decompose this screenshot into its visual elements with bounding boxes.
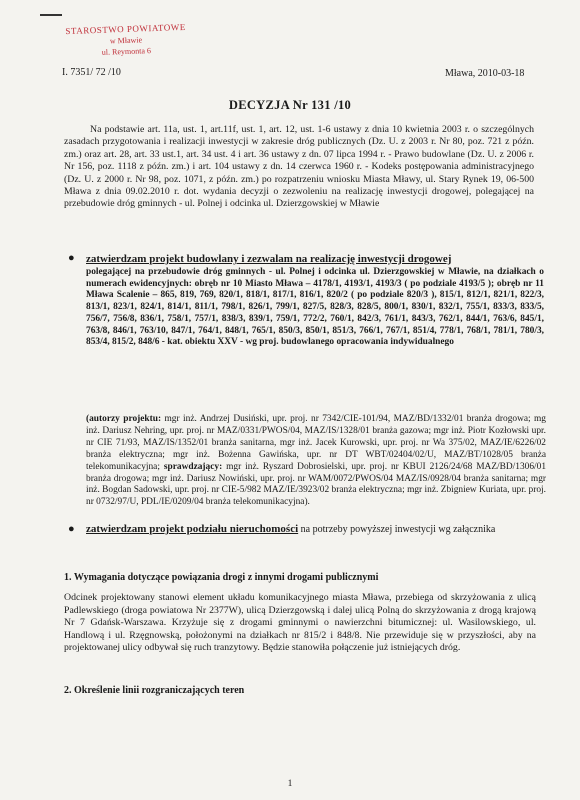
verifiers-label: sprawdzający: — [159, 461, 223, 472]
document-title: DECYZJA Nr 131 /10 — [228, 98, 352, 112]
section-2-heading: 2. Określenie linii rozgraniczających teren — [64, 685, 245, 696]
decision-approval-1 — [86, 253, 544, 349]
section-1-heading: 1. Wymagania dotyczące powiązania drogi z innymi drogami publicznymi — [64, 572, 379, 583]
authors-label: (autorzy projektu: — [86, 414, 162, 424]
decision-2-heading: zatwierdzam projekt podziału nieruchomości — [86, 523, 299, 535]
decision-1-body: polegającej na przebudowie dróg gminnych - ul. Polnej i odcinka ul. Dzierzgowskiej w Mławie, na działkach o numerach ewidencyjnych: obręb nr 10 Miasto Mława – 4178/1, 4193/1, 4193/3 ( po podziale 4193/5 ); obręb nr 11 Mława Scalenie – 865, 819, 769, 820/1, 818/1, 817/1, 816/1, 820/2 ( po podziale 820/3 ), 815/1, 812/1, 821/1, 822/3, 813/1, 823/1, 824/1, 814/1, 811/1, 798/1, 826/1, 799/1, 827/5, 828/3, 828/5, 800/1, 830/1, 832/1, 755/1, 833/3, 833/5, 756/7, 756/8, 836/1, 758/1, 757/1, 838/3, 839/1, 759/1, 772/2, 760/1, 842/3, 761/1, 843/3, 762/1, 844/1, 763/6, 845/1, 763/8, 846/1, 763/10, 847/1, 764/1, 848/1, 765/1, 850/3, 850/1, 851/3, 766/1, 767/1, 851/4, 778/1, 768/1, 781/1, 780/3, 853/4, 815/2, 848/6 - kat. obiektu XXV - wg proj. budowlanego opracowania indywidualnego — [86, 267, 544, 348]
reference-number: I. 7351/ 72 /10 — [62, 67, 121, 78]
document-date: Mława, 2010-03-18 — [445, 68, 525, 79]
header-rule — [40, 14, 62, 16]
office-stamp — [55, 22, 196, 60]
authors-text: mgr inż. Andrzej Dusiński, upr. proj. nr 7342/CIE-101/94, MAZ/BD/1332/01 branża drogowa; mg inż. Dariusz Nehring, upr. proj. nr MAZ/0331/PWOS/04, MAZ/IS/1328/01 branża gazowa; mgr inż. Piotr Kozłowski upr. nr CIE 71/93, MAZ/IS/1352/01 branża sanitarna, mgr inż. Jacek Kurowski, upr. proj. nr Wa 375/02, MAZ/IE/6226/02 branża elektryczna; mgr inż. Bożenna Gawińska, upr. nr DT WBT/02404/02/U, MAZ/BT/1028/05 branża telekomunikacyjna; — [86, 414, 546, 472]
section-1-text: Odcinek projektowany stanowi element układu komunikacyjnego miasta Mława, przebiega od skrzyżowania z ulicą Padlewskiego (droga powiatowa Nr 2377W), ulicą Dzierzgowską i dalej ulicą Polną do skrzyżowania z drogą krajową Nr 7 Gdańsk-Warszawa. Krzyżuje się z drogami gminnymi o nawierzchni bitumicznej: ul. Wasilowskiego, ul. Handlową i ul. Rzęgnowską, położonymi na działkach nr 815/2 i 848/8. Nie przewiduje się w przyszłości, aby na projektowanej ulicy odbywał się ruch tranzytowy. Będzie stanowiła połączenie już istniejących dróg. — [64, 592, 536, 653]
decision-approval-2 — [86, 523, 536, 536]
decision-1-heading: zatwierdzam projekt budowlany i zezwalam na realizację inwestycji drogowej — [86, 253, 452, 265]
page-number: 1 — [287, 779, 293, 789]
bullet-icon: ● — [68, 252, 75, 264]
intro-paragraph: Na podstawie art. 11a, ust. 1, art.11f, ust. 1, art. 12, ust. 1-6 ustawy z dnia 10 kwietnia 2003 r. o szczególnych zasadach przygotowania i realizacji inwestycji w zakresie dróg publicznych (Dz. U. z 2003 r. Nr 80, poz. 721 z późn. zm.) oraz art. 28, art. 33 ust.1, art. 34 ust. 4 i art. 36 ustawy z dn. 07 lipca 1994 r. - Prawo budowlane (Dz. U. z 2006 r. Nr 156, poz. 1118 z późn. zm.) i art. 104 ustawy z dn. 14 czerwca 1960 r. - Kodeks postępowania administracyjnego (Dz. U. z 2000 r. Nr 98, poz. 1071, z późn. zm.) po rozpatrzeniu wniosku Miasta Mławy, ul. Stary Rynek 19, 06-500 Mława z dnia 09.02.2010 r. dot. wydania decyzji o zezwoleniu na realizację inwestycji drogowej, polegającej na przebudowie dróg gminnych - ul. Polnej i odcinka ul. Dzierzgowskiej w Mławie — [64, 124, 534, 210]
stamp-line-2: w Mławie — [109, 35, 143, 46]
decision-2-body: na potrzeby powyższej inwestycji wg załącznika — [298, 524, 496, 535]
stamp-line-3: ul. Reymonta 6 — [101, 46, 152, 57]
bullet-icon: ● — [68, 523, 75, 535]
verifiers-text: mgr inż. Ryszard Dobrosielski, upr. proj. nr KBUI 2126/24/68 MAZ/BD/1306/01 branża drogowa; mgr inż. Dariusz Nowiński, upr. proj. nr WAM/0072/PWOS/04 MAZ/IS/0928/04 branża sanitarna; mgr inż. Bogdan Sadowski, upr. proj. nr CIE-5/982 MAZ/IE/3923/02 branża elektryczna; mgr inż. Zbigniew Kuriata, upr. proj. nr 0732/97/U, PDL/IE/0209/04 branża telekomunikacyjna). — [86, 461, 547, 508]
project-authors — [86, 414, 546, 509]
stamp-line-1: STAROSTWO POWIATOWE — [65, 21, 186, 37]
